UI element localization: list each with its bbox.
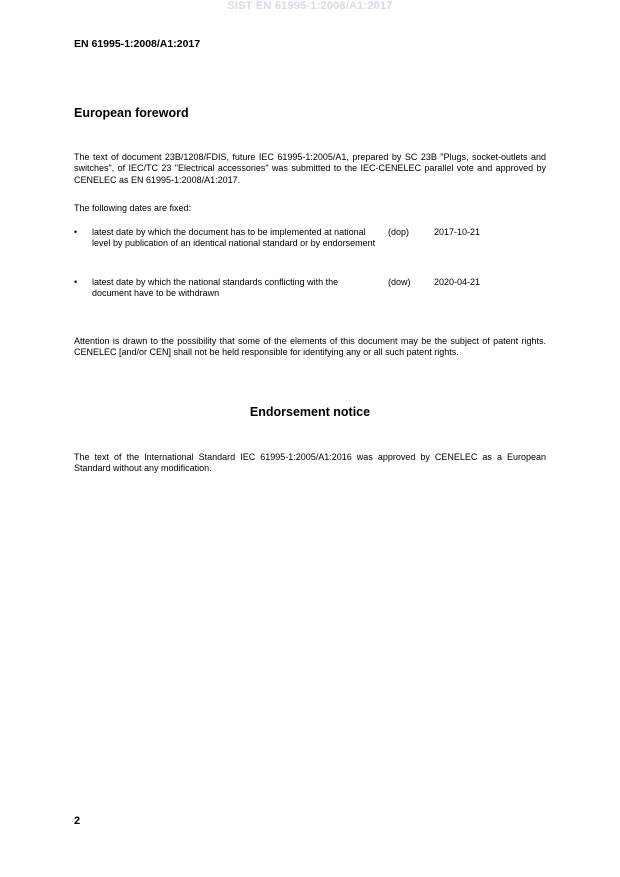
document-identifier: EN 61995-1:2008/A1:2017	[74, 38, 201, 50]
date-row-code: (dow)	[388, 277, 411, 287]
endorsement-paragraph: The text of the International Standard IEC 61995-1:2005/A1:2016 was approved by CENELEC as a European Standard without any modification.	[74, 452, 546, 474]
foreword-paragraph: The text of document 23B/1208/FDIS, future IEC 61995-1:2005/A1, prepared by SC 23B "Plugs, socket-outlets and switches", of IEC/TC 23 "Electrical accessories" was submitted to the IEC-CENELEC parallel vote and approved by CENELEC as EN 61995-1:2008/A1:2017.	[74, 152, 546, 185]
patent-attention-paragraph: Attention is drawn to the possibility that some of the elements of this document may be the subject of patent rights. CENELEC [and/or CEN] shall not be held responsible for identifying any or all such patent rights.	[74, 336, 546, 358]
dates-intro: The following dates are fixed:	[74, 203, 192, 213]
bullet-icon: •	[74, 227, 78, 237]
watermark: SIST EN 61995-1:2008/A1:2017	[227, 0, 393, 12]
date-row-date: 2017-10-21	[434, 227, 481, 237]
endorsement-heading: Endorsement notice	[249, 405, 371, 419]
date-row-description: latest date by which the document has to be implemented at national level by publication of an identical national standard or by endorsement	[92, 227, 376, 249]
foreword-heading: European foreword	[74, 106, 189, 120]
bullet-icon: •	[74, 277, 78, 287]
date-row-description: latest date by which the national standards conflicting with the document have to be withdrawn	[92, 277, 339, 299]
date-row-code: (dop)	[388, 227, 410, 237]
date-row-date: 2020-04-21	[434, 277, 481, 287]
page-number: 2	[74, 815, 81, 827]
